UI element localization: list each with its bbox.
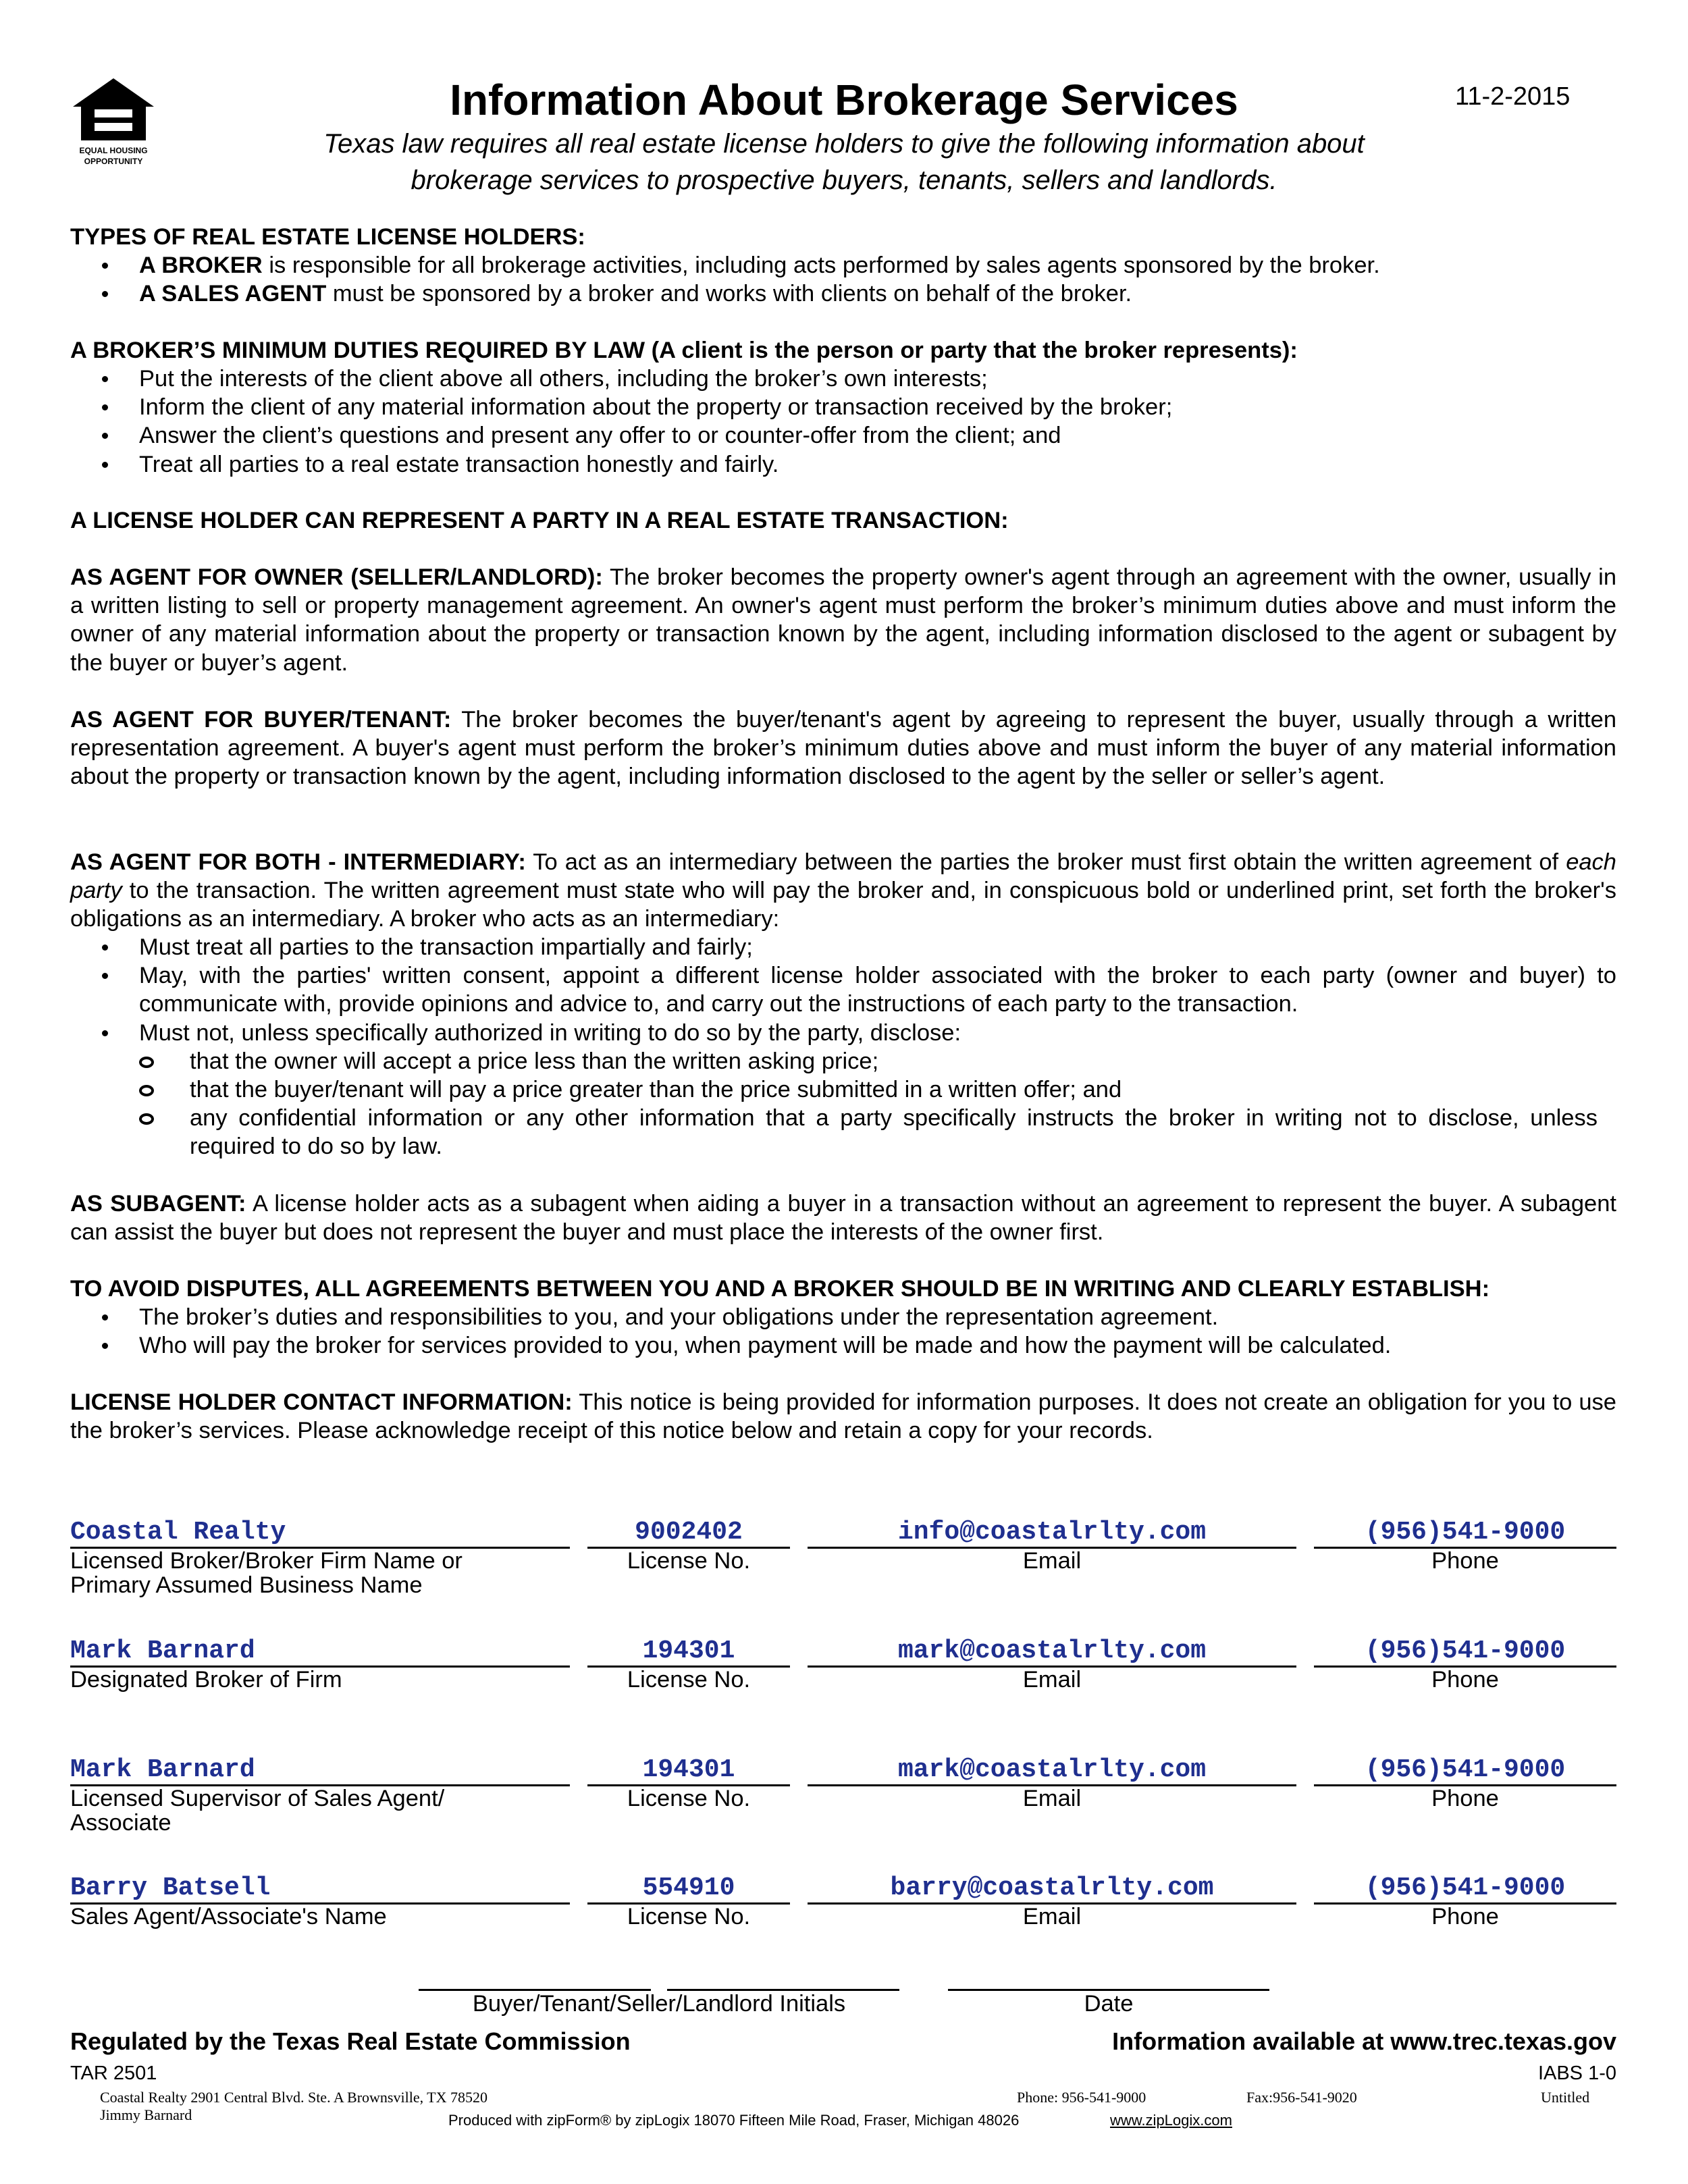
produced-with: Produced with zipForm® by zipLogix 18070 Fifteen Mile Road, Fraser, Michigan 48026 (448, 2112, 1020, 2129)
disputes-heading: TO AVOID DISPUTES, ALL AGREEMENTS BETWEEN YOU AND A BROKER SHOULD BE IN WRITING AND CLEARLY ESTABLISH: (70, 1276, 1490, 1302)
supervisor-name-field[interactable]: Mark Barnard (70, 1755, 255, 1784)
field-label: Phone (1431, 1786, 1499, 1811)
represent-heading: A LICENSE HOLDER CAN REPRESENT A PARTY IN A REAL ESTATE TRANSACTION: (70, 508, 1009, 533)
field-label: Designated Broker of Firm (70, 1667, 342, 1693)
field-label: Licensed Broker/Broker Firm Name or Primary Assumed Business Name (70, 1548, 463, 1598)
designated-broker-name-field[interactable]: Mark Barnard (70, 1636, 255, 1666)
field-label: Phone (1431, 1904, 1499, 1929)
types-heading: TYPES OF REAL ESTATE LICENSE HOLDERS: (70, 224, 585, 250)
date-label: Date (1084, 1991, 1134, 2017)
field-label: License No. (627, 1667, 751, 1693)
list-item: A BROKER is responsible for all brokerage activities, including acts performed by sales agents sponsored by the broker. (70, 251, 1616, 279)
trec-info: Information available at www.trec.texas.gov (1112, 2027, 1616, 2055)
subtitle-line-2: brokerage services to prospective buyers, tenants, sellers and landlords. (411, 165, 1277, 195)
sales-agent-name-field[interactable]: Barry Batsell (70, 1873, 271, 1902)
owner-paragraph: AS AGENT FOR OWNER (SELLER/LANDLORD): The broker becomes the property owner's agent through an agreement with the owner, usually in a written listing to sell or property management agreement. An owner's agent must perform the broker’s minimum duties above and must inform the owner of any material information about the property or transaction known by the agent, including information disclosed to the agent or subagent by the buyer or buyer’s agent. (70, 564, 1617, 676)
duties-list (70, 365, 1616, 479)
regulated-by: Regulated by the Texas Real Estate Commission (70, 2027, 631, 2055)
field-label: Email (1022, 1786, 1082, 1811)
ziplogix-link[interactable]: www.zipLogix.com (1110, 2112, 1232, 2129)
disputes-list (70, 1303, 1616, 1360)
field-label: License No. (627, 1548, 751, 1574)
broker-license-field[interactable]: 9002402 (635, 1518, 743, 1547)
designated-broker-phone-field[interactable]: (956)541-9000 (1365, 1636, 1566, 1666)
list-item: The broker’s duties and responsibilities to you, and your obligations under the representation agreement. (70, 1303, 1616, 1331)
form-date: 11-2-2015 (1455, 82, 1571, 111)
designated-broker-license-field[interactable]: 194301 (642, 1636, 735, 1666)
sub-list-item: that the buyer/tenant will pay a price greater than the price submitted in a written offer; and (139, 1075, 1598, 1104)
sub-list-item: that the owner will accept a price less than the written asking price; (139, 1047, 1598, 1075)
intermediary-paragraph: AS AGENT FOR BOTH - INTERMEDIARY: To act as an intermediary between the parties the broker must first obtain the written agreement of each party to the transaction. The written agreement must state who will pay the broker and, in conspicuous bold or underlined print, set forth the broker's obligations as an intermediary. A broker who acts as an intermediary: (70, 849, 1616, 932)
types-list (70, 251, 1616, 308)
designated-broker-email-field[interactable]: mark@coastalrlty.com (897, 1636, 1207, 1666)
supervisor-email-field[interactable]: mark@coastalrlty.com (897, 1755, 1207, 1784)
page-title: Information About Brokerage Services (450, 76, 1238, 124)
logo-text-2: OPPORTUNITY (84, 157, 143, 166)
list-item: A SALES AGENT must be sponsored by a broker and works with clients on behalf of the broker. (70, 279, 1616, 308)
contact-paragraph: LICENSE HOLDER CONTACT INFORMATION: This notice is being provided for information purposes. It does not create an obligation for you to use the broker’s services. Please acknowledge receipt of this notice below and retain a copy for your records. (70, 1389, 1616, 1444)
initials-label: Buyer/Tenant/Seller/Landlord Initials (472, 1991, 846, 2017)
iabs-code: IABS 1-0 (1537, 2062, 1616, 2084)
office-address: Coastal Realty 2901 Central Blvd. Ste. A Brownsville, TX 78520 (100, 2089, 488, 2106)
field-label: Phone (1431, 1548, 1499, 1574)
broker-firm-name-field[interactable]: Coastal Realty (70, 1518, 286, 1547)
field-label: Phone (1431, 1667, 1499, 1693)
sales-agent-license-field[interactable]: 554910 (642, 1873, 735, 1902)
field-label: Email (1022, 1904, 1082, 1929)
list-item: Inform the client of any material information about the property or transaction received by the broker; (70, 393, 1616, 421)
list-item: Answer the client’s questions and present any offer to or counter-offer from the client; and (70, 421, 1616, 450)
field-label: License No. (627, 1786, 751, 1811)
sales-agent-phone-field[interactable]: (956)541-9000 (1365, 1873, 1566, 1902)
list-item: May, with the parties' written consent, appoint a different license holder associated with the broker to each party (owner and buyer) to communicate with, provide opinions and advice to, and carry out the instructions of each party to the transaction. (70, 961, 1616, 1018)
sub-list-item: any confidential information or any other information that a party specifically instructs the broker in writing not to disclose, unless required to do so by law. (139, 1104, 1598, 1161)
buyer-paragraph: AS AGENT FOR BUYER/TENANT: The broker becomes the buyer/tenant's agent by agreeing to represent the buyer, usually through a written representation agreement. A buyer's agent must perform the broker’s minimum duties above and must inform the buyer of any material information about the property or transaction known by the agent, including information disclosed to the agent by the seller or seller’s agent. (70, 707, 1617, 790)
subagent-paragraph: AS SUBAGENT: A license holder acts as a subagent when aiding a buyer in a transaction without an agreement to represent the buyer. A subagent can assist the buyer but does not represent the buyer and must place the interests of the owner first. (70, 1191, 1616, 1246)
broker-email-field[interactable]: info@coastalrlty.com (897, 1518, 1207, 1547)
list-item: Who will pay the broker for services provided to you, when payment will be made and how the payment will be calculated. (70, 1331, 1616, 1360)
subtitle-line-1: Texas law requires all real estate license holders to give the following information about (323, 129, 1365, 159)
office-phone: Phone: 956-541-9000 (1017, 2089, 1146, 2106)
form-number: TAR 2501 (70, 2062, 157, 2084)
field-label: Email (1022, 1548, 1082, 1574)
supervisor-license-field[interactable]: 194301 (642, 1755, 735, 1784)
list-item: Must not, unless specifically authorized in writing to do so by the party, disclose: that the owner will accept a price less than the written asking price; that the buyer/tenant will pay a price greater than the price submitted in a written offer; and any confidential information or any other information that a party specifically instructs the broker in writing not to disclose, unless required to do so by law. (70, 1019, 1616, 1161)
broker-phone-field[interactable]: (956)541-9000 (1365, 1518, 1566, 1547)
subtitle (0, 126, 1688, 198)
field-label: Sales Agent/Associate's Name (70, 1904, 387, 1929)
sales-agent-email-field[interactable]: barry@coastalrlty.com (890, 1873, 1214, 1902)
logo-text-1: EQUAL HOUSING (79, 146, 148, 155)
document-name: Untitled (1541, 2089, 1590, 2106)
field-label: Email (1022, 1667, 1082, 1693)
duties-heading: A BROKER’S MINIMUM DUTIES REQUIRED BY LAW (A client is the person or party that the broker represents): (70, 338, 1298, 363)
field-label: License No. (627, 1904, 751, 1929)
list-item: Put the interests of the client above all others, including the broker’s own interests; (70, 365, 1616, 393)
office-fax: Fax:956-541-9020 (1246, 2089, 1357, 2106)
supervisor-phone-field[interactable]: (956)541-9000 (1365, 1755, 1566, 1784)
list-item: Must treat all parties to the transaction impartially and fairly; (70, 933, 1616, 961)
list-item: Treat all parties to a real estate transaction honestly and fairly. (70, 450, 1616, 479)
field-label: Licensed Supervisor of Sales Agent/ Associate (70, 1786, 445, 1836)
agent-name: Jimmy Barnard (100, 2106, 192, 2123)
intermediary-list (70, 933, 1616, 1161)
